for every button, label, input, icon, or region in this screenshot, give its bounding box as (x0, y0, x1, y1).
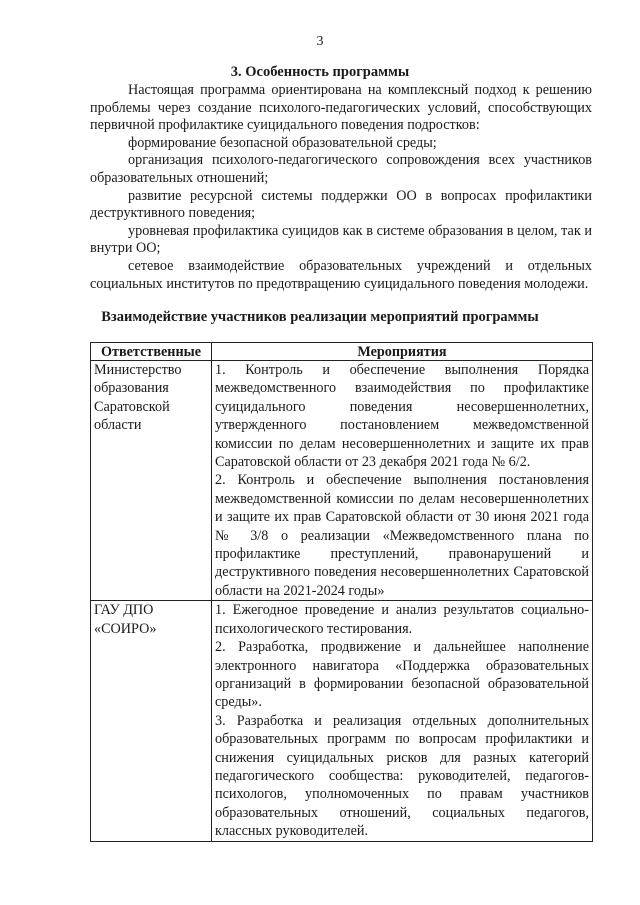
section-body (90, 82, 592, 293)
event-item: 2. Разработка, продвижение и дальнейшее наполнение электронного навигатора «Поддержка образовательных организаций в формировании безопасной образовательной среды». (215, 639, 589, 711)
responsible-cell: Министерство образования Саратовской области (91, 361, 212, 601)
column-header-events: Мероприятия (212, 343, 593, 361)
table-title: Взаимодействие участников реализации мероприятий программы (101, 309, 539, 325)
column-header-responsible: Ответственные (91, 343, 212, 361)
event-item: 1. Контроль и обеспечение выполнения Порядка межведомственного взаимодействия по профилактике суицидального поведения несовершеннолетних, утвержденного постановлением межведомственной комиссии по делам несовершеннолетних и защите их прав Саратовской области от 23 декабря 2021 года № 6/2. (215, 362, 589, 471)
list-item: уровневая профилактика суицидов как в системе образования в целом, так и внутри ОО; (90, 222, 592, 257)
list-item: организация психолого-педагогического сопровождения всех участников образовательных отношений; (90, 152, 592, 186)
section-title: 3. Особенность программы (230, 64, 410, 80)
events-cell (212, 601, 593, 841)
intro-paragraph: Настоящая программа ориентирована на комплексный подход к решению проблемы через создание психолого-педагогических условий, способствующих первичной профилактике суицидального поведения подростков: (90, 82, 592, 134)
page-number: 3 (316, 34, 324, 49)
event-item: 1. Ежегодное проведение и анализ результатов социально-психологического тестирования. (215, 602, 589, 637)
event-item: 3. Разработка и реализация отдельных дополнительных образовательных программ по вопросам профилактики и снижения суицидальных рисков для разных категорий педагогического сообщества: руководителей, педагогов-психологов, уполномоченных по правам участников образовательных отношений, социальных педагогов, классных руководителей. (215, 712, 589, 840)
list-item: формирование безопасной образовательной среды; (128, 134, 437, 151)
events-cell (212, 361, 593, 601)
responsible-cell: ГАУ ДПО «СОИРО» (91, 601, 212, 841)
table-row (91, 601, 593, 841)
list-item: развитие ресурсной системы поддержки ОО в вопросах профилактики деструктивного поведения; (90, 187, 592, 222)
table-header-row (91, 343, 593, 361)
list-item: сетевое взаимодействие образовательных учреждений и отдельных социальных институтов по предотвращению суицидального поведения молодежи. (90, 257, 592, 292)
interaction-table (90, 342, 593, 842)
table-row (91, 361, 593, 601)
event-item: 2. Контроль и обеспечение выполнения постановления межведомственной комиссии по делам несовершеннолетних и защите их прав Саратовской области от 30 июня 2021 года № 3/8 о реализации «Межведомственного плана по профилактике преступлений, правонарушений и деструктивного поведения несовершеннолетних Саратовской области на 2021-2024 годы» (215, 472, 589, 599)
